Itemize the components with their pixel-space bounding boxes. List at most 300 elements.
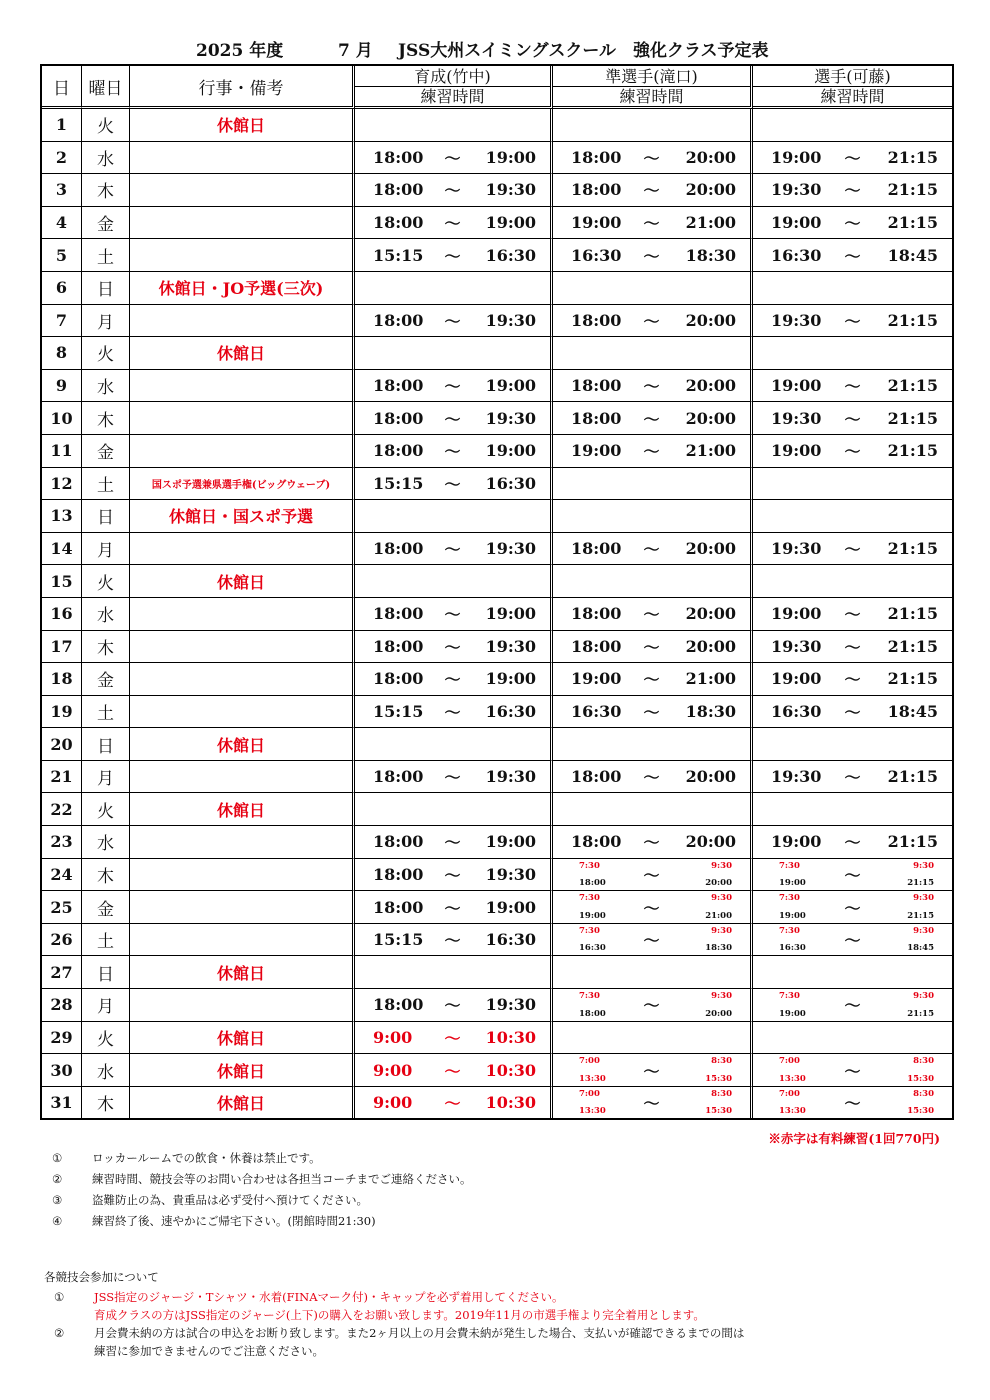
practice-time-cell bbox=[553, 142, 753, 175]
event-note-cell bbox=[130, 207, 355, 240]
start-time: 19:00 bbox=[779, 910, 806, 921]
end-time: 16:30 bbox=[485, 930, 536, 950]
weekday-cell: 月 bbox=[82, 533, 130, 566]
event-note-cell: 休館日 bbox=[130, 1087, 355, 1119]
schedule-row bbox=[42, 989, 952, 1022]
practice-time-cell bbox=[753, 793, 952, 826]
tilde-separator: ～ bbox=[844, 1094, 861, 1114]
practice-time-cell bbox=[553, 468, 753, 501]
practice-time-cell bbox=[553, 533, 753, 566]
tilde-separator: ～ bbox=[444, 768, 461, 788]
practice-time-cell bbox=[355, 305, 553, 338]
event-note-cell bbox=[130, 989, 355, 1022]
start-time: 18:00 bbox=[373, 441, 424, 461]
day-cell: 8 bbox=[42, 337, 82, 370]
practice-time-cell bbox=[355, 728, 553, 761]
weekday-cell: 金 bbox=[82, 207, 130, 240]
end-time: 19:30 bbox=[485, 180, 536, 200]
paid-start-time: 7:00 bbox=[779, 1056, 800, 1067]
paid-start-time: 7:00 bbox=[579, 1088, 600, 1099]
practice-time-cell bbox=[553, 924, 753, 957]
end-time: 21:15 bbox=[887, 669, 938, 689]
paid-end-time: 9:30 bbox=[913, 860, 934, 871]
practice-time-cell bbox=[355, 468, 553, 501]
day-cell: 28 bbox=[42, 989, 82, 1022]
weekday-cell: 水 bbox=[82, 598, 130, 631]
start-time: 19:00 bbox=[571, 213, 622, 233]
note-number: ③ bbox=[52, 1193, 63, 1207]
practice-time-cell bbox=[753, 207, 952, 240]
title-year: 2025 年度 bbox=[196, 41, 284, 61]
weekday-cell: 月 bbox=[82, 989, 130, 1022]
event-note-cell: 休館日 bbox=[130, 1022, 355, 1055]
end-time: 19:30 bbox=[485, 995, 536, 1015]
practice-time-cell bbox=[753, 565, 952, 598]
title-name: JSS大州スイミングスクール 強化クラス予定表 bbox=[398, 41, 769, 61]
event-note-cell bbox=[130, 826, 355, 859]
tilde-separator: ～ bbox=[444, 865, 461, 885]
weekday-cell: 火 bbox=[82, 109, 130, 142]
tilde-separator: ～ bbox=[444, 409, 461, 429]
paid-end-time: 9:30 bbox=[711, 925, 732, 936]
tilde-separator: ～ bbox=[444, 148, 461, 168]
practice-time-cell bbox=[553, 1054, 753, 1087]
weekday-cell: 日 bbox=[82, 728, 130, 761]
end-time: 19:00 bbox=[485, 147, 536, 167]
paid-start-time: 7:30 bbox=[579, 893, 600, 904]
practice-time-cell bbox=[355, 565, 553, 598]
practice-time-cell bbox=[355, 109, 553, 142]
practice-time-cell bbox=[753, 761, 952, 794]
start-time: 18:00 bbox=[373, 408, 424, 428]
page-title bbox=[0, 36, 990, 62]
practice-time-cell bbox=[355, 793, 553, 826]
day-cell: 12 bbox=[42, 468, 82, 501]
group-sub: 練習時間 bbox=[420, 86, 485, 106]
tilde-separator: ～ bbox=[444, 931, 461, 951]
weekday-cell: 土 bbox=[82, 696, 130, 729]
end-time: 21:00 bbox=[685, 669, 736, 689]
end-time: 21:00 bbox=[685, 441, 736, 461]
practice-time-cell bbox=[553, 305, 753, 338]
tilde-separator: ～ bbox=[444, 474, 461, 494]
start-time: 19:30 bbox=[771, 310, 822, 330]
paid-end-time: 8:30 bbox=[711, 1056, 732, 1067]
schedule-row bbox=[42, 435, 952, 468]
tilde-separator: ～ bbox=[643, 311, 660, 331]
day-cell: 26 bbox=[42, 924, 82, 957]
paid-start-time: 7:30 bbox=[779, 860, 800, 871]
paid-start-time: 7:00 bbox=[779, 1088, 800, 1099]
day-cell: 22 bbox=[42, 793, 82, 826]
start-time: 16:30 bbox=[771, 245, 822, 265]
title-month: 7 月 bbox=[338, 41, 373, 61]
start-time: 16:30 bbox=[779, 943, 806, 954]
paid-start-time: 7:30 bbox=[579, 925, 600, 936]
weekday-cell: 水 bbox=[82, 142, 130, 175]
start-time: 16:30 bbox=[571, 245, 622, 265]
practice-time-cell bbox=[355, 631, 553, 664]
tilde-separator: ～ bbox=[643, 670, 660, 690]
tilde-separator: ～ bbox=[643, 442, 660, 462]
weekday-cell: 金 bbox=[82, 663, 130, 696]
tilde-separator: ～ bbox=[844, 833, 861, 853]
start-time: 15:15 bbox=[373, 473, 424, 493]
end-time: 18:30 bbox=[685, 701, 736, 721]
event-note-cell bbox=[130, 533, 355, 566]
note-item bbox=[52, 1169, 472, 1190]
day-cell: 31 bbox=[42, 1087, 82, 1119]
start-time: 19:00 bbox=[771, 441, 822, 461]
practice-time-cell bbox=[753, 891, 952, 924]
tilde-separator: ～ bbox=[844, 246, 861, 266]
end-time: 21:15 bbox=[887, 376, 938, 396]
weekday-cell: 日 bbox=[82, 272, 130, 305]
practice-time-cell bbox=[355, 663, 553, 696]
weekday-cell: 土 bbox=[82, 468, 130, 501]
weekday-cell: 木 bbox=[82, 631, 130, 664]
practice-time-cell bbox=[553, 891, 753, 924]
tilde-separator: ～ bbox=[844, 768, 861, 788]
end-time: 20:00 bbox=[685, 408, 736, 428]
end-time: 20:00 bbox=[685, 604, 736, 624]
note-text: 練習時間、競技会等のお問い合わせは各担当コーチまでご連絡ください。 bbox=[92, 1172, 472, 1186]
tilde-separator: ～ bbox=[643, 377, 660, 397]
tilde-separator: ～ bbox=[444, 1028, 461, 1048]
practice-time-cell bbox=[553, 500, 753, 533]
practice-time-cell bbox=[553, 728, 753, 761]
tilde-separator: ～ bbox=[844, 442, 861, 462]
tilde-separator: ～ bbox=[444, 996, 461, 1016]
practice-time-cell bbox=[355, 891, 553, 924]
practice-time-cell bbox=[753, 631, 952, 664]
tilde-separator: ～ bbox=[444, 377, 461, 397]
tilde-separator: ～ bbox=[444, 1094, 461, 1114]
note-text: 盗難防止の為、貴重品は必ず受付へ預けてください。 bbox=[92, 1193, 368, 1207]
start-time: 19:00 bbox=[779, 1008, 806, 1019]
practice-time-cell bbox=[355, 337, 553, 370]
start-time: 13:30 bbox=[579, 1106, 606, 1117]
start-time: 9:00 bbox=[373, 1060, 413, 1080]
tilde-separator: ～ bbox=[643, 605, 660, 625]
tilde-separator: ～ bbox=[844, 670, 861, 690]
practice-time-cell bbox=[355, 402, 553, 435]
practice-time-cell bbox=[553, 956, 753, 989]
note-item bbox=[52, 1190, 472, 1211]
schedule-row bbox=[42, 370, 952, 403]
header-note: 行事・備考 bbox=[130, 66, 355, 109]
tilde-separator: ～ bbox=[643, 637, 660, 657]
practice-time-cell bbox=[753, 663, 952, 696]
end-time: 20:00 bbox=[685, 180, 736, 200]
tilde-separator: ～ bbox=[643, 409, 660, 429]
day-cell: 19 bbox=[42, 696, 82, 729]
tilde-separator: ～ bbox=[844, 605, 861, 625]
event-note-cell bbox=[130, 142, 355, 175]
practice-time-cell bbox=[553, 793, 753, 826]
schedule-row bbox=[42, 142, 952, 175]
start-time: 18:00 bbox=[373, 636, 424, 656]
paid-end-time: 9:30 bbox=[711, 893, 732, 904]
start-time: 19:30 bbox=[771, 408, 822, 428]
practice-time-cell bbox=[355, 174, 553, 207]
end-time: 20:00 bbox=[685, 376, 736, 396]
start-time: 16:30 bbox=[571, 701, 622, 721]
paid-start-time: 7:30 bbox=[579, 991, 600, 1002]
schedule-row bbox=[42, 663, 952, 696]
start-time: 18:00 bbox=[571, 310, 622, 330]
weekday-cell: 月 bbox=[82, 305, 130, 338]
start-time: 18:00 bbox=[373, 604, 424, 624]
schedule-row bbox=[42, 1022, 952, 1055]
event-note-cell: 休館日 bbox=[130, 956, 355, 989]
header-group bbox=[355, 66, 553, 109]
start-time: 19:00 bbox=[771, 669, 822, 689]
weekday-cell: 火 bbox=[82, 793, 130, 826]
schedule-row bbox=[42, 239, 952, 272]
tilde-separator: ～ bbox=[844, 996, 861, 1016]
start-time: 16:30 bbox=[771, 701, 822, 721]
start-time: 18:00 bbox=[373, 310, 424, 330]
day-cell: 20 bbox=[42, 728, 82, 761]
event-note-cell: 休館日 bbox=[130, 793, 355, 826]
tilde-separator: ～ bbox=[444, 605, 461, 625]
practice-time-cell bbox=[753, 859, 952, 892]
tilde-separator: ～ bbox=[444, 670, 461, 690]
end-time: 18:30 bbox=[705, 943, 732, 954]
practice-time-cell bbox=[355, 1087, 553, 1119]
note-item bbox=[52, 1211, 472, 1232]
end-time: 19:30 bbox=[485, 408, 536, 428]
tilde-separator: ～ bbox=[444, 1061, 461, 1081]
practice-time-cell bbox=[553, 663, 753, 696]
day-cell: 4 bbox=[42, 207, 82, 240]
start-time: 19:30 bbox=[771, 636, 822, 656]
paid-end-time: 9:30 bbox=[913, 893, 934, 904]
event-note-cell: 休館日 bbox=[130, 1054, 355, 1087]
practice-time-cell bbox=[355, 1054, 553, 1087]
tilde-separator: ～ bbox=[444, 833, 461, 853]
start-time: 15:15 bbox=[373, 930, 424, 950]
event-note-cell: 国スポ予選兼県選手権(ビッグウェーブ) bbox=[130, 468, 355, 501]
practice-time-cell bbox=[355, 272, 553, 305]
day-cell: 14 bbox=[42, 533, 82, 566]
tilde-separator: ～ bbox=[643, 1061, 660, 1081]
end-time: 20:00 bbox=[685, 636, 736, 656]
paid-start-time: 7:30 bbox=[779, 925, 800, 936]
competition-section bbox=[44, 1268, 744, 1360]
end-time: 19:00 bbox=[485, 832, 536, 852]
start-time: 18:00 bbox=[571, 604, 622, 624]
note-number: ② bbox=[52, 1172, 63, 1186]
day-cell: 9 bbox=[42, 370, 82, 403]
practice-time-cell bbox=[753, 402, 952, 435]
day-cell: 27 bbox=[42, 956, 82, 989]
day-cell: 30 bbox=[42, 1054, 82, 1087]
group-name: 準選手(滝口) bbox=[553, 67, 750, 87]
tilde-separator: ～ bbox=[643, 898, 660, 918]
weekday-cell: 土 bbox=[82, 239, 130, 272]
tilde-separator: ～ bbox=[844, 702, 861, 722]
practice-time-cell bbox=[753, 533, 952, 566]
tilde-separator: ～ bbox=[844, 181, 861, 201]
event-note-cell bbox=[130, 924, 355, 957]
event-note-cell bbox=[130, 891, 355, 924]
tilde-separator: ～ bbox=[444, 246, 461, 266]
end-time: 21:15 bbox=[887, 180, 938, 200]
end-time: 18:45 bbox=[907, 943, 934, 954]
start-time: 9:00 bbox=[373, 1027, 413, 1047]
header-weekday: 曜日 bbox=[82, 66, 130, 109]
note-number: ① bbox=[52, 1151, 63, 1165]
event-note-cell: 休館日 bbox=[130, 337, 355, 370]
practice-time-cell bbox=[753, 696, 952, 729]
end-time: 19:00 bbox=[485, 669, 536, 689]
tilde-separator: ～ bbox=[844, 637, 861, 657]
weekday-cell: 火 bbox=[82, 1022, 130, 1055]
schedule-body bbox=[42, 109, 952, 1118]
tilde-separator: ～ bbox=[444, 898, 461, 918]
paid-end-time: 9:30 bbox=[913, 925, 934, 936]
schedule-row bbox=[42, 1054, 952, 1087]
weekday-cell: 木 bbox=[82, 174, 130, 207]
day-cell: 11 bbox=[42, 435, 82, 468]
end-time: 20:00 bbox=[705, 878, 732, 889]
practice-time-cell bbox=[553, 826, 753, 859]
end-time: 21:15 bbox=[907, 910, 934, 921]
start-time: 18:00 bbox=[373, 995, 424, 1015]
practice-time-cell bbox=[753, 174, 952, 207]
day-cell: 3 bbox=[42, 174, 82, 207]
event-note-cell bbox=[130, 761, 355, 794]
weekday-cell: 水 bbox=[82, 1054, 130, 1087]
event-note-cell: 休館日・JO予選(三次) bbox=[130, 272, 355, 305]
end-time: 21:15 bbox=[887, 604, 938, 624]
schedule-row bbox=[42, 924, 952, 957]
start-time: 19:00 bbox=[771, 832, 822, 852]
practice-time-cell bbox=[553, 435, 753, 468]
tilde-separator: ～ bbox=[643, 931, 660, 951]
competition-number: ② bbox=[54, 1326, 65, 1340]
weekday-cell: 木 bbox=[82, 859, 130, 892]
paid-end-time: 9:30 bbox=[711, 991, 732, 1002]
start-time: 19:30 bbox=[771, 539, 822, 559]
start-time: 18:00 bbox=[373, 669, 424, 689]
practice-time-cell bbox=[753, 468, 952, 501]
paid-end-time: 8:30 bbox=[913, 1056, 934, 1067]
start-time: 19:00 bbox=[779, 878, 806, 889]
end-time: 19:30 bbox=[485, 539, 536, 559]
end-time: 20:00 bbox=[685, 310, 736, 330]
practice-time-cell bbox=[753, 109, 952, 142]
end-time: 19:00 bbox=[485, 213, 536, 233]
event-note-cell: 休館日 bbox=[130, 565, 355, 598]
end-time: 21:15 bbox=[887, 539, 938, 559]
end-time: 19:30 bbox=[485, 310, 536, 330]
event-note-cell bbox=[130, 663, 355, 696]
weekday-cell: 火 bbox=[82, 565, 130, 598]
practice-time-cell bbox=[753, 337, 952, 370]
end-time: 21:00 bbox=[685, 213, 736, 233]
event-note-cell bbox=[130, 402, 355, 435]
tilde-separator: ～ bbox=[643, 996, 660, 1016]
day-cell: 10 bbox=[42, 402, 82, 435]
practice-time-cell bbox=[553, 859, 753, 892]
tilde-separator: ～ bbox=[643, 702, 660, 722]
group-sub: 練習時間 bbox=[820, 86, 885, 106]
end-time: 21:15 bbox=[907, 1008, 934, 1019]
schedule-row bbox=[42, 565, 952, 598]
end-time: 21:15 bbox=[907, 878, 934, 889]
weekday-cell: 土 bbox=[82, 924, 130, 957]
practice-time-cell bbox=[553, 989, 753, 1022]
weekday-cell: 月 bbox=[82, 761, 130, 794]
schedule-row bbox=[42, 174, 952, 207]
schedule-row bbox=[42, 533, 952, 566]
end-time: 21:15 bbox=[887, 767, 938, 787]
tilde-separator: ～ bbox=[444, 311, 461, 331]
header-group bbox=[753, 66, 952, 109]
start-time: 13:30 bbox=[779, 1073, 806, 1084]
day-cell: 29 bbox=[42, 1022, 82, 1055]
practice-time-cell bbox=[753, 598, 952, 631]
practice-time-cell bbox=[753, 826, 952, 859]
end-time: 21:15 bbox=[887, 441, 938, 461]
end-time: 16:30 bbox=[485, 701, 536, 721]
paid-start-time: 7:30 bbox=[779, 893, 800, 904]
end-time: 10:30 bbox=[485, 1027, 536, 1047]
schedule-row bbox=[42, 468, 952, 501]
tilde-separator: ～ bbox=[643, 214, 660, 234]
start-time: 18:00 bbox=[571, 147, 622, 167]
practice-time-cell bbox=[355, 533, 553, 566]
tilde-separator: ～ bbox=[643, 833, 660, 853]
start-time: 18:00 bbox=[373, 147, 424, 167]
schedule-row bbox=[42, 109, 952, 142]
tilde-separator: ～ bbox=[844, 377, 861, 397]
end-time: 15:30 bbox=[907, 1106, 934, 1117]
practice-time-cell bbox=[753, 435, 952, 468]
schedule-row bbox=[42, 500, 952, 533]
event-note-cell bbox=[130, 631, 355, 664]
end-time: 21:00 bbox=[705, 910, 732, 921]
practice-time-cell bbox=[553, 598, 753, 631]
schedule-row bbox=[42, 402, 952, 435]
weekday-cell: 火 bbox=[82, 337, 130, 370]
practice-time-cell bbox=[553, 109, 753, 142]
tilde-separator: ～ bbox=[844, 931, 861, 951]
tilde-separator: ～ bbox=[643, 148, 660, 168]
weekday-cell: 金 bbox=[82, 435, 130, 468]
day-cell: 25 bbox=[42, 891, 82, 924]
end-time: 20:00 bbox=[685, 767, 736, 787]
weekday-cell: 水 bbox=[82, 370, 130, 403]
start-time: 18:00 bbox=[373, 213, 424, 233]
start-time: 18:00 bbox=[571, 180, 622, 200]
practice-time-cell bbox=[355, 761, 553, 794]
practice-time-cell bbox=[753, 956, 952, 989]
day-cell: 24 bbox=[42, 859, 82, 892]
day-cell: 5 bbox=[42, 239, 82, 272]
practice-time-cell bbox=[553, 272, 753, 305]
start-time: 18:00 bbox=[373, 180, 424, 200]
practice-time-cell bbox=[753, 142, 952, 175]
tilde-separator: ～ bbox=[844, 214, 861, 234]
practice-time-cell bbox=[753, 989, 952, 1022]
practice-time-cell bbox=[553, 239, 753, 272]
competition-line: 育成クラスの方はJSS指定のジャージ(上下)の購入をお願い致します。2019年11月の市選手権より完全着用とします。 bbox=[94, 1308, 705, 1322]
event-note-cell bbox=[130, 859, 355, 892]
